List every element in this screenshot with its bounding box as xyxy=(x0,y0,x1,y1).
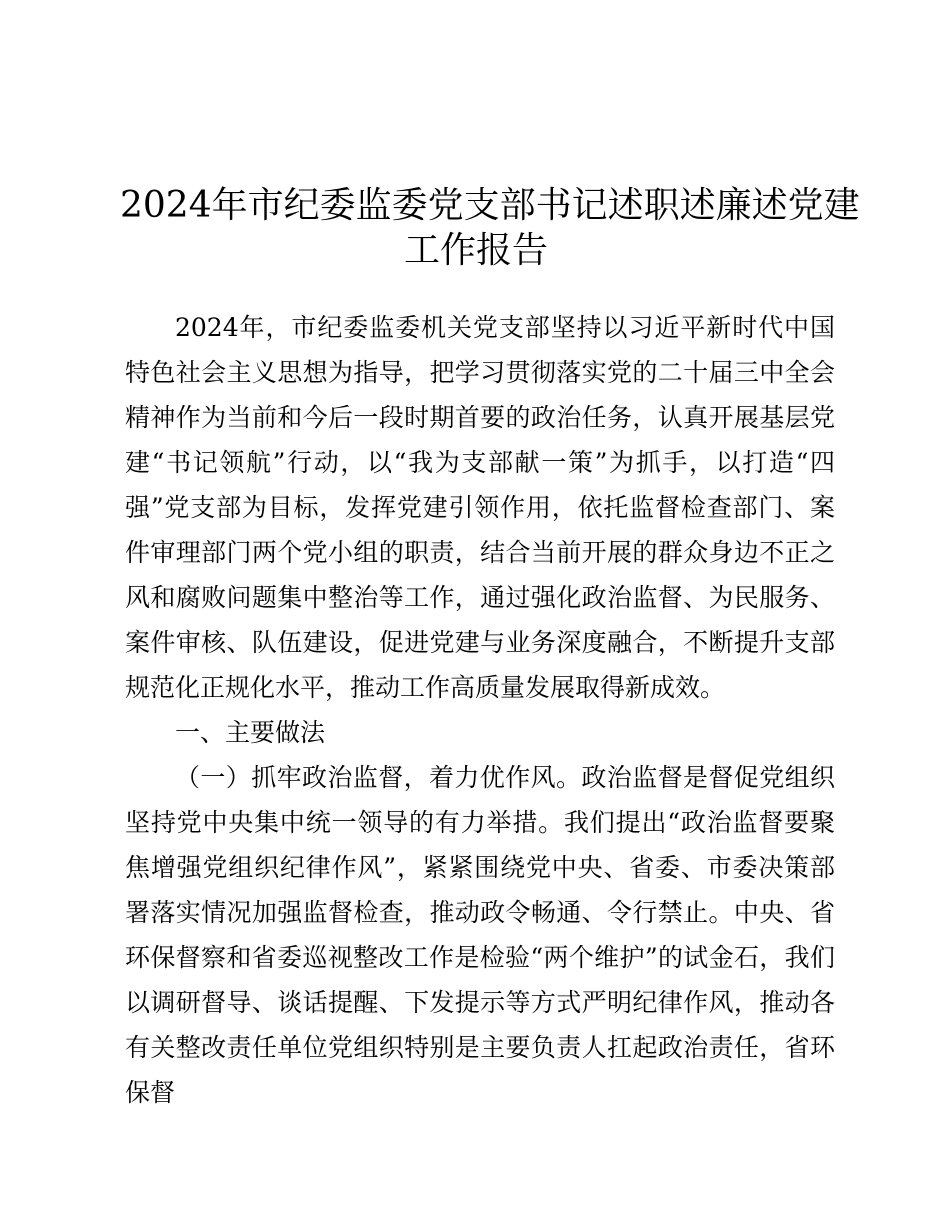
document-title-line1: 2024年市纪委监委党支部书记述职述廉述党建 xyxy=(120,185,860,226)
document-body xyxy=(125,305,835,1115)
intro-paragraph: 2024年，市纪委监委机关党支部坚持以习近平新时代中国特色社会主义思想为指导，把学习贯彻落实党的二十届三中全会精神作为当前和今后一段时期首要的政治任务，认真开展基层党建“书记领航”行动，以“我为支部献一策”为抓手，以打造“四强”党支部为目标，发挥党建引领作用，依托监督检查部门、案件审理部门两个党小组的职责，结合当前开展的群众身边不正之风和腐败问题集中整治等工作，通过强化政治监督、为民服务、案件审核、队伍建设，促进党建与业务深度融合，不断提升支部规范化正规化水平，推动工作高质量发展取得新成效。 xyxy=(125,313,835,702)
document-title-line2: 工作报告 xyxy=(403,230,548,271)
section-heading-main-practices: 一、主要做法 xyxy=(175,718,326,747)
section1-paragraph: （一）抓牢政治监督，着力优作风。政治监督是督促党组织坚持党中央集中统一领导的有力举措。我们提出“政治监督要聚焦增强党组织纪律作风”，紧紧围绕党中央、省委、市委决策部署落实情况加强监督检查，推动政令畅通、令行禁止。中央、省环保督察和省委巡视整改工作是检验“两个维护”的试金石，我们以调研督导、谈话提醒、下发提示等方式严明纪律作风，推动各有关整改责任单位党组织特别是主要负责人扛起政治责任，省环保督 xyxy=(125,763,835,1107)
